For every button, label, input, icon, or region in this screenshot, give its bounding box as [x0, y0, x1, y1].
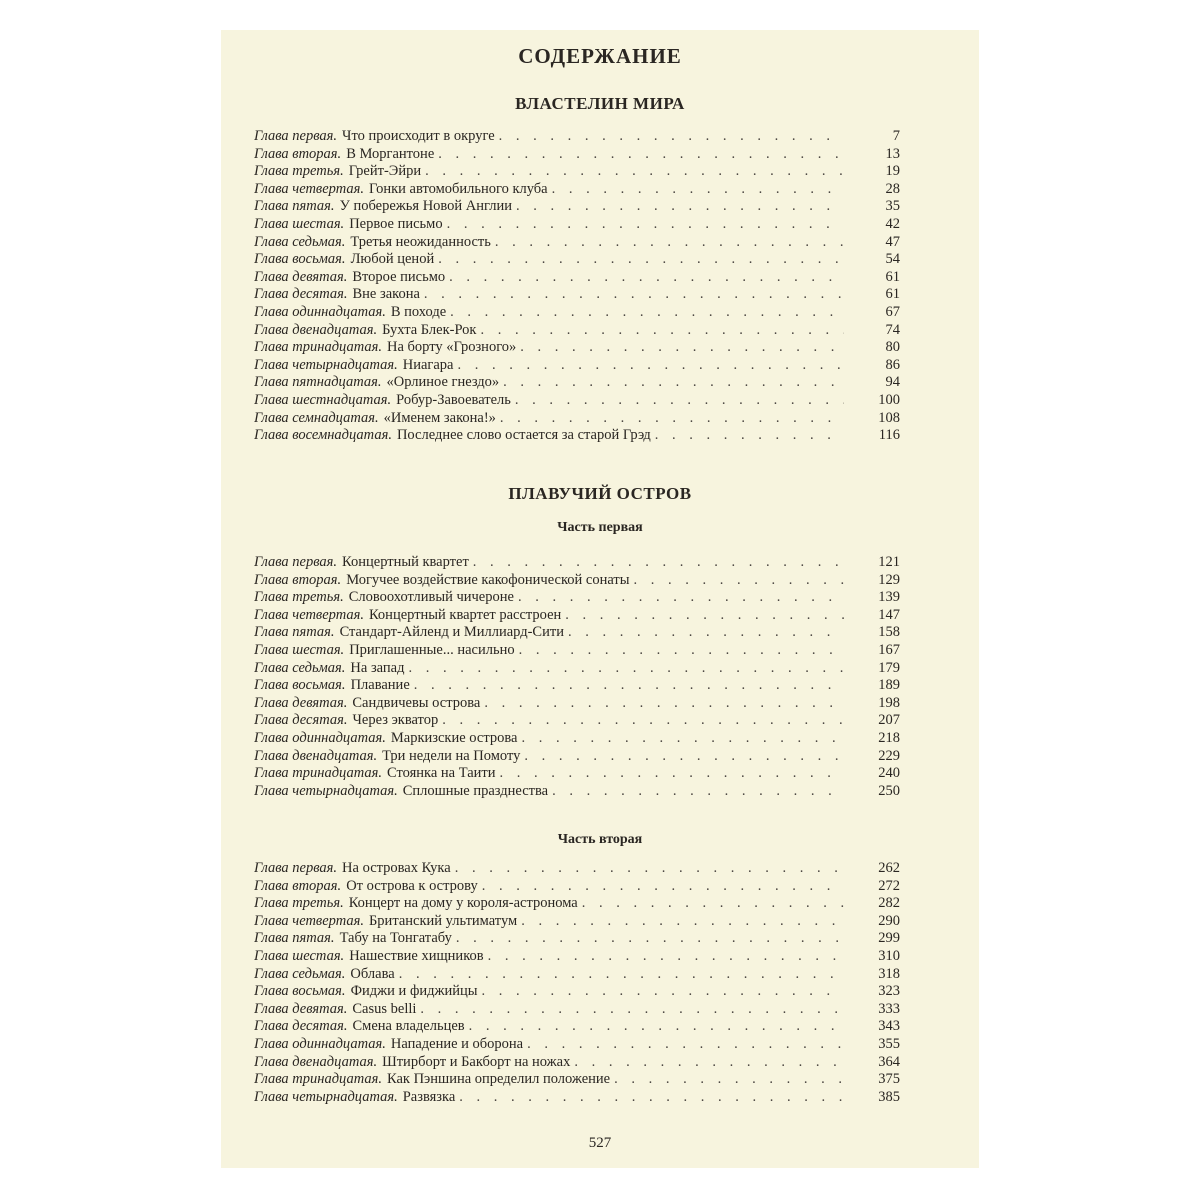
- dot-leader: [499, 128, 844, 146]
- dot-leader: [424, 286, 844, 304]
- toc-entry: [254, 146, 900, 164]
- chapter-label: Глава шестая.: [254, 215, 345, 232]
- dot-leader: [565, 607, 844, 625]
- chapter-label: Глава первая.: [254, 860, 338, 876]
- chapter-label: Глава шестая.: [254, 947, 345, 964]
- toc-entry-text: [254, 198, 900, 216]
- chapter-title: Бухта Блек-Рок: [382, 321, 477, 338]
- chapter-page-number: 189: [878, 677, 900, 694]
- toc-entry: [254, 234, 900, 252]
- part-heading-1: Часть первая: [557, 520, 643, 535]
- chapter-title: В походе: [390, 303, 447, 320]
- dot-leader: [488, 948, 844, 966]
- chapter-label: Глава восемнадцатая.: [254, 427, 392, 444]
- chapter-title: Что происходит в округе: [342, 128, 495, 144]
- toc-entry: [254, 748, 900, 766]
- chapter-label: Глава первая.: [254, 554, 338, 570]
- chapter-page-number: 323: [878, 983, 900, 1000]
- chapter-label: Глава тринадцатая.: [254, 765, 382, 782]
- chapter-page-number: 272: [878, 877, 900, 894]
- toc-entry-text: [254, 410, 900, 428]
- dot-leader: [456, 930, 844, 948]
- chapter-title: Последнее слово остается за старой Грэд: [396, 427, 651, 444]
- chapter-page-number: 54: [885, 251, 900, 268]
- chapter-page-number: 80: [885, 339, 900, 356]
- part-heading-2: Часть вторая: [557, 832, 643, 847]
- toc-entry-text: [254, 642, 900, 660]
- chapter-label: Глава седьмая.: [254, 965, 346, 982]
- dot-leader: [552, 783, 844, 801]
- toc-entry: [254, 730, 900, 748]
- toc-entry: [254, 198, 900, 216]
- chapter-title: Робур-Завоеватель: [396, 391, 511, 408]
- chapter-title: Третья неожиданность: [350, 233, 491, 250]
- toc-entry: [254, 878, 900, 896]
- chapter-page-number: 207: [878, 712, 900, 729]
- chapter-label: Глава десятая.: [254, 1018, 348, 1035]
- chapter-page-number: 13: [885, 145, 900, 162]
- dot-leader: [399, 966, 844, 984]
- toc-entry: [254, 1018, 900, 1036]
- toc-entry-text: [254, 730, 900, 748]
- chapter-label: Глава девятая.: [254, 1000, 348, 1017]
- chapter-label: Глава пятнадцатая.: [254, 374, 382, 391]
- chapter-page-number: 310: [878, 947, 900, 964]
- toc-entry: [254, 1036, 900, 1054]
- chapter-label: Глава двенадцатая.: [254, 747, 378, 764]
- chapter-label: Глава одиннадцатая.: [254, 729, 386, 746]
- toc-entry: [254, 712, 900, 730]
- chapter-label: Глава тринадцатая.: [254, 339, 382, 356]
- dot-leader: [521, 913, 844, 931]
- dot-leader: [482, 983, 844, 1001]
- chapter-page-number: 290: [878, 912, 900, 929]
- book-heading-vlastelin: ВЛАСТЕЛИН МИРА: [515, 94, 685, 113]
- chapter-title: Нашествие хищников: [349, 947, 484, 964]
- toc-entry-text: [254, 251, 900, 269]
- toc-entry: [254, 304, 900, 322]
- toc-entry: [254, 642, 900, 660]
- chapter-page-number: 61: [885, 268, 900, 285]
- chapter-label: Глава пятая.: [254, 930, 335, 947]
- toc-entry-text: [254, 783, 900, 801]
- chapter-page-number: 229: [878, 747, 900, 764]
- toc-entry-text: [254, 765, 900, 783]
- dot-leader: [519, 642, 844, 660]
- toc-entry: [254, 269, 900, 287]
- dot-leader: [459, 1089, 844, 1107]
- toc-entry-text: [254, 234, 900, 252]
- toc-entry-text: [254, 181, 900, 199]
- toc-entry: [254, 948, 900, 966]
- chapter-page-number: 129: [878, 571, 900, 588]
- chapter-page-number: 100: [878, 391, 900, 408]
- chapter-page-number: 108: [878, 409, 900, 426]
- toc-entry-text: [254, 322, 900, 340]
- chapter-label: Глава четырнадцатая.: [254, 356, 398, 373]
- toc-entry: [254, 983, 900, 1001]
- chapter-label: Глава двенадцатая.: [254, 321, 378, 338]
- chapter-page-number: 121: [878, 554, 900, 570]
- dot-leader: [524, 748, 844, 766]
- chapter-page-number: 240: [878, 765, 900, 782]
- chapter-page-number: 28: [885, 180, 900, 197]
- chapter-page-number: 19: [885, 163, 900, 180]
- toc-entry: [254, 860, 900, 878]
- toc-entry: [254, 913, 900, 931]
- toc-entry: [254, 624, 900, 642]
- toc-entry-text: [254, 695, 900, 713]
- dot-leader: [457, 357, 844, 375]
- toc-entry: [254, 392, 900, 410]
- toc-entry-text: [254, 427, 900, 445]
- toc-entry-text: [254, 163, 900, 181]
- chapter-label: Глава первая.: [254, 128, 338, 144]
- toc-entry-text: [254, 624, 900, 642]
- chapter-title: Три недели на Помоту: [382, 747, 521, 764]
- dot-leader: [425, 163, 844, 181]
- chapter-page-number: 94: [885, 374, 900, 391]
- toc-entry-text: [254, 878, 900, 896]
- dot-leader: [414, 677, 844, 695]
- toc-entry: [254, 765, 900, 783]
- dot-leader: [527, 1036, 844, 1054]
- chapter-label: Глава четырнадцатая.: [254, 1088, 398, 1105]
- chapter-title: Ниагара: [402, 356, 454, 373]
- chapter-title: Casus belli: [352, 1000, 417, 1017]
- toc-entry-text: [254, 677, 900, 695]
- chapter-title: Приглашенные... насильно: [349, 641, 515, 658]
- chapter-page-number: 147: [878, 606, 900, 623]
- chapter-page-number: 86: [885, 356, 900, 373]
- chapter-title: «Орлиное гнездо»: [386, 374, 500, 391]
- chapter-title: «Именем закона!»: [383, 409, 496, 426]
- chapter-label: Глава десятая.: [254, 712, 348, 729]
- dot-leader: [495, 234, 844, 252]
- dot-leader: [521, 730, 844, 748]
- chapter-page-number: 282: [878, 895, 900, 912]
- toc-entry-text: [254, 128, 900, 146]
- dot-leader: [484, 695, 844, 713]
- toc-entry-text: [254, 966, 900, 984]
- chapter-page-number: 42: [885, 215, 900, 232]
- chapter-page-number: 333: [878, 1000, 900, 1017]
- chapter-page-number: 250: [878, 782, 900, 799]
- chapter-label: Глава восьмая.: [254, 677, 346, 694]
- dot-leader: [447, 216, 844, 234]
- chapter-page-number: 364: [878, 1053, 900, 1070]
- dot-leader: [438, 146, 844, 164]
- chapter-page-number: 262: [878, 860, 900, 876]
- chapter-label: Глава четвертая.: [254, 912, 364, 929]
- toc-entry-text: [254, 304, 900, 322]
- chapter-page-number: 116: [878, 427, 900, 444]
- chapter-page-number: 158: [878, 624, 900, 641]
- toc-entry-text: [254, 1036, 900, 1054]
- toc-entry-text: [254, 860, 900, 878]
- toc-entry-text: [254, 1089, 900, 1107]
- toc-entry: [254, 216, 900, 234]
- toc-entry: [254, 1089, 900, 1107]
- dot-leader: [582, 895, 844, 913]
- toc-entry-text: [254, 286, 900, 304]
- chapter-title: Облава: [350, 965, 395, 982]
- chapter-title: Фиджи и фиджийцы: [350, 983, 478, 1000]
- chapter-label: Глава третья.: [254, 895, 344, 912]
- chapter-title: Концерт на дому у короля-астронома: [348, 895, 578, 912]
- dot-leader: [409, 660, 845, 678]
- dot-leader: [655, 427, 844, 445]
- toc-entry-text: [254, 374, 900, 392]
- toc-entry-text: [254, 269, 900, 287]
- chapter-title: Стоянка на Таити: [387, 765, 496, 782]
- dot-leader: [480, 322, 844, 340]
- dot-leader: [473, 554, 844, 572]
- dot-leader: [500, 410, 844, 428]
- chapter-page-number: 7: [892, 128, 900, 144]
- chapter-label: Глава шестнадцатая.: [254, 391, 392, 408]
- toc-list-part2: [254, 860, 900, 1106]
- chapter-title: В Моргантоне: [346, 145, 435, 162]
- toc-entry-text: [254, 930, 900, 948]
- toc-list-part1: [254, 554, 900, 800]
- chapter-title: Нападение и оборона: [390, 1035, 524, 1052]
- chapter-label: Глава двенадцатая.: [254, 1053, 378, 1070]
- toc-entry: [254, 181, 900, 199]
- chapter-title: Концертный квартет: [342, 554, 469, 570]
- chapter-label: Глава третья.: [254, 589, 344, 606]
- chapter-label: Глава девятая.: [254, 268, 348, 285]
- toc-entry: [254, 572, 900, 590]
- chapter-label: Глава третья.: [254, 163, 344, 180]
- chapter-label: Глава четырнадцатая.: [254, 782, 398, 799]
- chapter-title: Плавание: [350, 677, 410, 694]
- dot-leader: [455, 860, 844, 878]
- toc-entry: [254, 286, 900, 304]
- chapter-page-number: 67: [885, 303, 900, 320]
- chapter-page-number: 61: [885, 286, 900, 303]
- toc-entry-text: [254, 357, 900, 375]
- chapter-title: Табу на Тонгатабу: [339, 930, 452, 947]
- chapter-label: Глава седьмая.: [254, 659, 346, 676]
- chapter-title: Гонки автомобильного клуба: [368, 180, 548, 197]
- chapter-title: Штирборт и Бакборт на ножах: [382, 1053, 571, 1070]
- chapter-label: Глава вторая.: [254, 145, 342, 162]
- toc-entry: [254, 589, 900, 607]
- toc-entry: [254, 966, 900, 984]
- chapter-label: Глава десятая.: [254, 286, 348, 303]
- chapter-label: Глава четвертая.: [254, 606, 364, 623]
- dot-leader: [449, 269, 844, 287]
- chapter-page-number: 385: [878, 1088, 900, 1105]
- toc-entry-text: [254, 572, 900, 590]
- toc-entry-text: [254, 589, 900, 607]
- toc-entry: [254, 410, 900, 428]
- chapter-label: Глава вторая.: [254, 571, 342, 588]
- toc-entry: [254, 322, 900, 340]
- toc-entry-text: [254, 1071, 900, 1089]
- toc-entry-text: [254, 948, 900, 966]
- toc-entry-text: [254, 146, 900, 164]
- toc-entry-text: [254, 748, 900, 766]
- dot-leader: [574, 1054, 844, 1072]
- chapter-label: Глава шестая.: [254, 641, 345, 658]
- chapter-page-number: 375: [878, 1071, 900, 1088]
- toc-entry-text: [254, 1018, 900, 1036]
- toc-entry: [254, 677, 900, 695]
- dot-leader: [568, 624, 844, 642]
- toc-entry: [254, 660, 900, 678]
- dot-leader: [442, 712, 844, 730]
- chapter-title: Грейт-Эйри: [348, 163, 422, 180]
- chapter-title: Второе письмо: [352, 268, 446, 285]
- dot-leader: [552, 181, 844, 199]
- chapter-title: Стандарт-Айленд и Миллиард-Сити: [339, 624, 564, 641]
- chapter-label: Глава вторая.: [254, 877, 342, 894]
- dot-leader: [450, 304, 844, 322]
- toc-entry-text: [254, 216, 900, 234]
- toc-entry: [254, 251, 900, 269]
- toc-list-book1: [254, 128, 900, 445]
- chapter-title: У побережья Новой Англии: [339, 198, 512, 215]
- toc-entry: [254, 1071, 900, 1089]
- toc-entry: [254, 163, 900, 181]
- dot-leader: [518, 589, 844, 607]
- chapter-label: Глава пятая.: [254, 624, 335, 641]
- dot-leader: [482, 878, 844, 896]
- chapter-label: Глава четвертая.: [254, 180, 364, 197]
- chapter-title: На островах Кука: [342, 860, 451, 876]
- toc-entry: [254, 930, 900, 948]
- dot-leader: [469, 1018, 844, 1036]
- dot-leader: [633, 572, 844, 590]
- page-number: 527: [588, 1135, 612, 1151]
- chapter-page-number: 47: [885, 233, 900, 250]
- toc-entry-text: [254, 607, 900, 625]
- dot-leader: [515, 392, 844, 410]
- toc-entry: [254, 374, 900, 392]
- toc-entry: [254, 427, 900, 445]
- chapter-page-number: 198: [878, 694, 900, 711]
- chapter-page-number: 179: [878, 659, 900, 676]
- book-heading-plavuchiy: ПЛАВУЧИЙ ОСТРОВ: [508, 484, 692, 503]
- chapter-label: Глава семнадцатая.: [254, 409, 379, 426]
- chapter-title: На борту «Грозного»: [387, 339, 517, 356]
- chapter-label: Глава девятая.: [254, 694, 348, 711]
- toc-entry-text: [254, 554, 900, 572]
- toc-entry-text: [254, 1054, 900, 1072]
- toc-entry-text: [254, 660, 900, 678]
- chapter-title: Британский ультиматум: [368, 912, 518, 929]
- toc-entry-text: [254, 913, 900, 931]
- chapter-page-number: 218: [878, 729, 900, 746]
- dot-leader: [438, 251, 844, 269]
- page-title: СОДЕРЖАНИЕ: [518, 44, 682, 68]
- chapter-title: Словоохотливый чичероне: [348, 589, 514, 606]
- toc-entry: [254, 783, 900, 801]
- chapter-page-number: 74: [885, 321, 900, 338]
- chapter-page-number: 139: [878, 589, 900, 606]
- chapter-title: Развязка: [402, 1088, 456, 1105]
- chapter-page-number: 343: [878, 1018, 900, 1035]
- toc-entry-text: [254, 1001, 900, 1019]
- chapter-page-number: 318: [878, 965, 900, 982]
- chapter-title: Могучее воздействие какофонической сонаты: [346, 571, 630, 588]
- dot-leader: [614, 1071, 844, 1089]
- toc-entry-text: [254, 392, 900, 410]
- chapter-page-number: 299: [878, 930, 900, 947]
- chapter-label: Глава седьмая.: [254, 233, 346, 250]
- chapter-page-number: 355: [878, 1035, 900, 1052]
- chapter-title: Концертный квартет расстроен: [368, 606, 562, 623]
- chapter-title: Любой ценой: [350, 251, 435, 268]
- chapter-label: Глава пятая.: [254, 198, 335, 215]
- toc-entry-text: [254, 712, 900, 730]
- chapter-label: Глава тринадцатая.: [254, 1071, 382, 1088]
- chapter-title: От острова к острову: [346, 877, 478, 894]
- chapter-label: Глава восьмая.: [254, 983, 346, 1000]
- toc-entry-text: [254, 983, 900, 1001]
- toc-entry: [254, 695, 900, 713]
- toc-entry: [254, 1054, 900, 1072]
- toc-entry: [254, 357, 900, 375]
- chapter-title: На запад: [350, 659, 405, 676]
- chapter-title: Через экватор: [352, 712, 439, 729]
- toc-entry: [254, 554, 900, 572]
- chapter-title: Сплошные празднества: [402, 782, 549, 799]
- dot-leader: [500, 765, 844, 783]
- chapter-page-number: 167: [878, 641, 900, 658]
- chapter-page-number: 35: [885, 198, 900, 215]
- toc-entry: [254, 339, 900, 357]
- toc-entry: [254, 1001, 900, 1019]
- chapter-title: Маркизские острова: [390, 729, 518, 746]
- toc-entry: [254, 895, 900, 913]
- chapter-title: Вне закона: [352, 286, 420, 303]
- toc-entry: [254, 128, 900, 146]
- book-page: [221, 30, 979, 1168]
- chapter-title: Смена владельцев: [352, 1018, 465, 1035]
- toc-entry: [254, 607, 900, 625]
- chapter-title: Как Пэншина определил положение: [387, 1071, 611, 1088]
- chapter-title: Первое письмо: [349, 215, 443, 232]
- chapter-label: Глава восьмая.: [254, 251, 346, 268]
- dot-leader: [520, 339, 844, 357]
- dot-leader: [420, 1001, 844, 1019]
- toc-entry-text: [254, 895, 900, 913]
- chapter-label: Глава одиннадцатая.: [254, 1035, 386, 1052]
- dot-leader: [503, 374, 844, 392]
- chapter-label: Глава одиннадцатая.: [254, 303, 386, 320]
- chapter-title: Сандвичевы острова: [352, 694, 481, 711]
- toc-entry-text: [254, 339, 900, 357]
- dot-leader: [516, 198, 844, 216]
